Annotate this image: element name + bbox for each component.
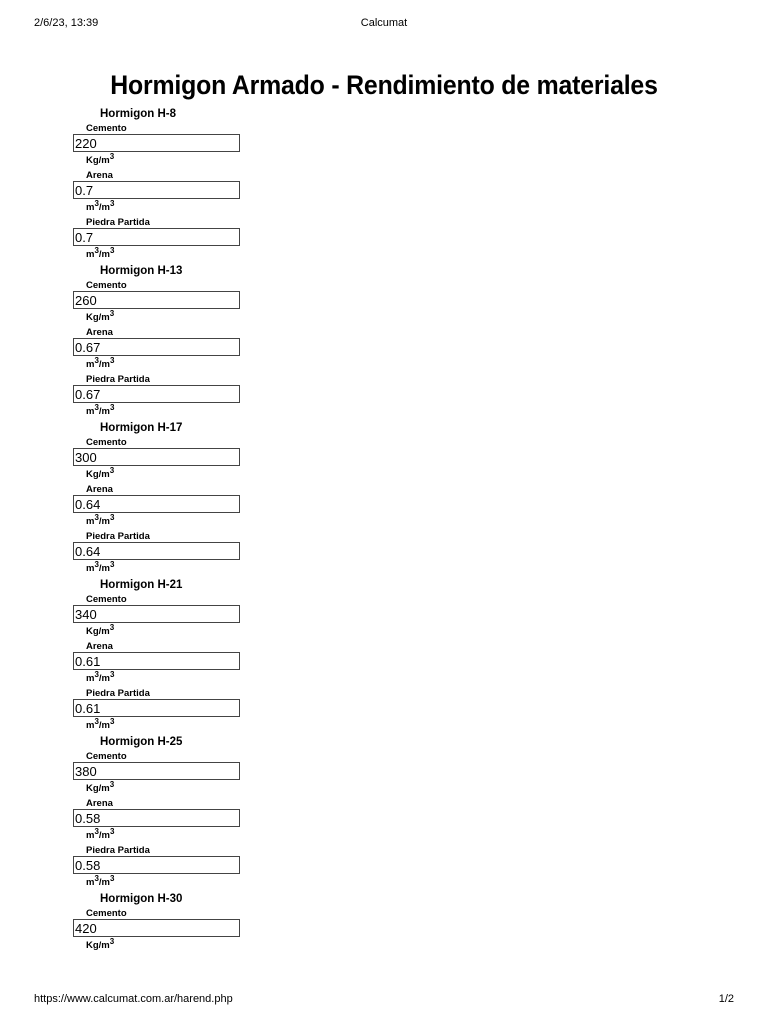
unit-base: m bbox=[86, 720, 95, 731]
unit-exponent: 3 bbox=[94, 874, 99, 883]
unit-exponent: 3 bbox=[110, 199, 115, 208]
page-title: Hormigon Armado - Rendimiento de materiales bbox=[110, 70, 658, 100]
piedra-label: Piedra Partida bbox=[86, 531, 150, 542]
cemento-label: Cemento bbox=[86, 280, 127, 291]
unit-m3-per-m3 bbox=[86, 246, 115, 260]
cemento-input[interactable] bbox=[73, 448, 240, 466]
unit-kg-per-m3 bbox=[86, 466, 115, 480]
piedra-input[interactable] bbox=[73, 699, 240, 717]
grade-title: Hormigon H-21 bbox=[100, 579, 183, 591]
cemento-input[interactable] bbox=[73, 605, 240, 623]
cemento-input[interactable] bbox=[73, 762, 240, 780]
unit-m3-per-m3 bbox=[86, 874, 115, 888]
print-footer-url: https://www.calcumat.com.ar/harend.php bbox=[34, 993, 233, 1005]
unit-exponent: 3 bbox=[94, 246, 99, 255]
grade-title: Hormigon H-25 bbox=[100, 736, 183, 748]
unit-exponent: 3 bbox=[94, 717, 99, 726]
unit-base: m bbox=[86, 877, 95, 888]
cemento-label: Cemento bbox=[86, 123, 127, 134]
unit-base: m bbox=[86, 830, 95, 841]
unit-m3-per-m3 bbox=[86, 513, 115, 527]
arena-input[interactable] bbox=[73, 495, 240, 513]
cemento-label: Cemento bbox=[86, 594, 127, 605]
unit-base: m bbox=[86, 406, 95, 417]
print-header-title: Calcumat bbox=[360, 17, 408, 29]
arena-input[interactable] bbox=[73, 809, 240, 827]
unit-mid: /m bbox=[98, 830, 110, 841]
piedra-input[interactable] bbox=[73, 542, 240, 560]
unit-exponent: 3 bbox=[110, 874, 115, 883]
piedra-label: Piedra Partida bbox=[86, 374, 150, 385]
unit-base: m bbox=[86, 202, 95, 213]
print-footer-page-number: 1/2 bbox=[718, 993, 734, 1005]
unit-exponent: 3 bbox=[109, 466, 115, 475]
grade-title: Hormigon H-17 bbox=[100, 422, 183, 434]
piedra-label: Piedra Partida bbox=[86, 688, 150, 699]
unit-base: Kg/m bbox=[86, 155, 110, 166]
unit-exponent: 3 bbox=[94, 513, 99, 522]
grade-title: Hormigon H-30 bbox=[100, 893, 183, 905]
piedra-label: Piedra Partida bbox=[86, 845, 150, 856]
unit-mid: /m bbox=[98, 359, 110, 370]
unit-base: m bbox=[86, 249, 95, 260]
unit-exponent: 3 bbox=[110, 513, 115, 522]
arena-input[interactable] bbox=[73, 652, 240, 670]
grade-title: Hormigon H-13 bbox=[100, 265, 183, 277]
unit-exponent: 3 bbox=[94, 199, 99, 208]
cemento-input[interactable] bbox=[73, 291, 240, 309]
unit-kg-per-m3 bbox=[86, 937, 115, 951]
piedra-input[interactable] bbox=[73, 385, 240, 403]
unit-exponent: 3 bbox=[110, 827, 115, 836]
unit-m3-per-m3 bbox=[86, 403, 115, 417]
unit-exponent: 3 bbox=[110, 403, 115, 412]
unit-kg-per-m3 bbox=[86, 780, 115, 794]
unit-exponent: 3 bbox=[109, 780, 115, 789]
unit-base: Kg/m bbox=[86, 783, 110, 794]
unit-exponent: 3 bbox=[109, 937, 115, 946]
unit-base: Kg/m bbox=[86, 312, 110, 323]
arena-label: Arena bbox=[86, 484, 113, 495]
unit-m3-per-m3 bbox=[86, 199, 115, 213]
piedra-input[interactable] bbox=[73, 856, 240, 874]
arena-input[interactable] bbox=[73, 181, 240, 199]
unit-m3-per-m3 bbox=[86, 560, 115, 574]
unit-exponent: 3 bbox=[109, 152, 115, 161]
unit-m3-per-m3 bbox=[86, 717, 115, 731]
cemento-label: Cemento bbox=[86, 908, 127, 919]
arena-label: Arena bbox=[86, 327, 113, 338]
unit-mid: /m bbox=[98, 673, 110, 684]
arena-label: Arena bbox=[86, 170, 113, 181]
unit-exponent: 3 bbox=[110, 717, 115, 726]
unit-exponent: 3 bbox=[110, 246, 115, 255]
cemento-input[interactable] bbox=[73, 919, 240, 937]
unit-exponent: 3 bbox=[109, 309, 115, 318]
unit-exponent: 3 bbox=[109, 623, 115, 632]
piedra-input[interactable] bbox=[73, 228, 240, 246]
arena-input[interactable] bbox=[73, 338, 240, 356]
unit-m3-per-m3 bbox=[86, 827, 115, 841]
unit-exponent: 3 bbox=[94, 827, 99, 836]
print-header-date: 2/6/23, 13:39 bbox=[34, 17, 99, 29]
unit-base: m bbox=[86, 516, 95, 527]
unit-mid: /m bbox=[98, 202, 110, 213]
unit-exponent: 3 bbox=[94, 670, 99, 679]
cemento-input[interactable] bbox=[73, 134, 240, 152]
grade-title: Hormigon H-8 bbox=[100, 108, 177, 120]
unit-exponent: 3 bbox=[110, 670, 115, 679]
arena-label: Arena bbox=[86, 641, 113, 652]
unit-base: m bbox=[86, 673, 95, 684]
unit-base: Kg/m bbox=[86, 940, 110, 951]
unit-mid: /m bbox=[98, 249, 110, 260]
unit-exponent: 3 bbox=[94, 356, 99, 365]
unit-exponent: 3 bbox=[94, 560, 99, 569]
unit-exponent: 3 bbox=[110, 560, 115, 569]
unit-kg-per-m3 bbox=[86, 152, 115, 166]
cemento-label: Cemento bbox=[86, 437, 127, 448]
cemento-label: Cemento bbox=[86, 751, 127, 762]
unit-m3-per-m3 bbox=[86, 356, 115, 370]
unit-exponent: 3 bbox=[94, 403, 99, 412]
unit-mid: /m bbox=[98, 563, 110, 574]
unit-mid: /m bbox=[98, 516, 110, 527]
unit-kg-per-m3 bbox=[86, 623, 115, 637]
unit-m3-per-m3 bbox=[86, 670, 115, 684]
unit-base: m bbox=[86, 359, 95, 370]
unit-base: Kg/m bbox=[86, 469, 110, 480]
unit-kg-per-m3 bbox=[86, 309, 115, 323]
unit-mid: /m bbox=[98, 406, 110, 417]
arena-label: Arena bbox=[86, 798, 113, 809]
unit-base: Kg/m bbox=[86, 626, 110, 637]
piedra-label: Piedra Partida bbox=[86, 217, 150, 228]
unit-mid: /m bbox=[98, 877, 110, 888]
unit-base: m bbox=[86, 563, 95, 574]
unit-mid: /m bbox=[98, 720, 110, 731]
unit-exponent: 3 bbox=[110, 356, 115, 365]
